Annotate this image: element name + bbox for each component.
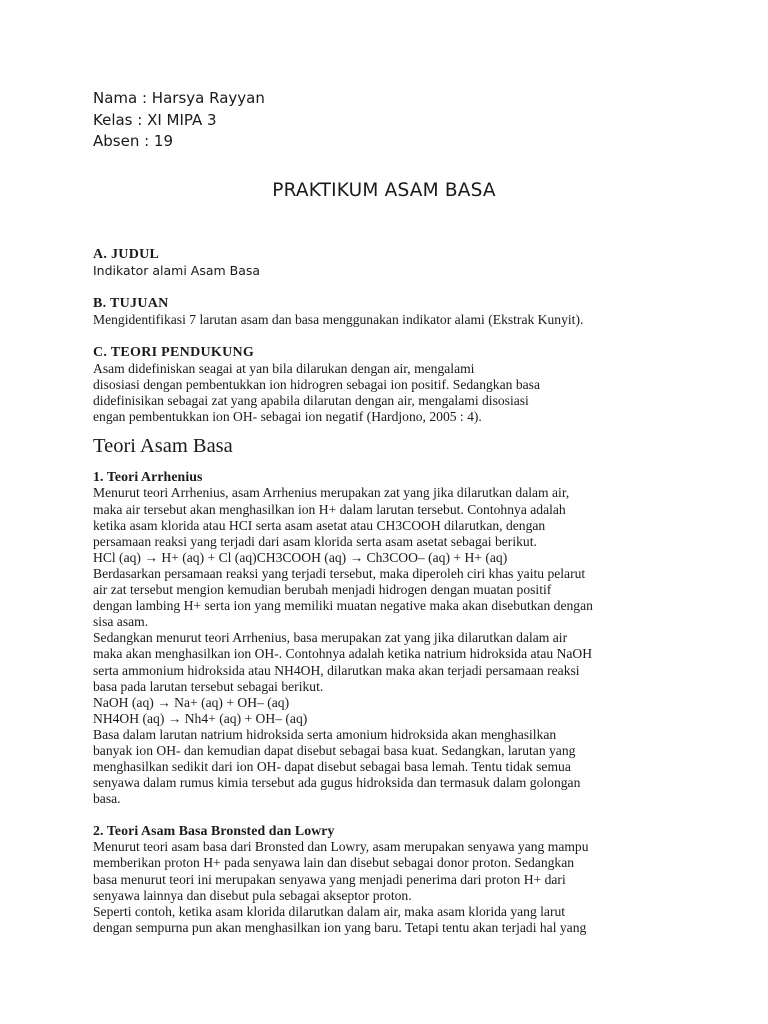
paragraph-line: senyawa dalam rumus kimia tersebut ada gugus hidroksida dan termasuk dalam golongan xyxy=(93,775,581,791)
paragraph-line: Berdasarkan persamaan reaksi yang terjadi tersebut, maka diperoleh ciri khas yaitu pelarut xyxy=(93,565,586,581)
paragraph-line: Sedangkan menurut teori Arrhenius, basa merupakan zat yang jika dilarutkan dalam air xyxy=(93,630,568,646)
paragraph-line: Basa dalam larutan natrium hidroksida serta amonium hidroksida akan menghasilkan xyxy=(93,726,557,742)
paragraph-line: banyak ion OH- dan kemudian dapat disebut sebagai basa kuat. Sedangkan, larutan yang xyxy=(93,742,576,758)
bronsted-heading: 2. Teori Asam Basa Bronsted dan Lowry xyxy=(93,823,335,839)
teori-asam-basa-heading: Teori Asam Basa xyxy=(93,435,233,458)
section-tujuan xyxy=(93,296,633,328)
section-judul-heading: A. JUDUL xyxy=(93,247,160,262)
paragraph-line: air zat tersebut mengion kemudian berubah menjadi hidrogen dengan muatan positif xyxy=(93,582,552,598)
paragraph-line: maka air tersebut akan menghasilkan ion H+ dalam larutan tersebut. Contohnya adalah xyxy=(93,501,566,517)
paragraph-line: Asam didefiniskan seagai at yan bila dilarukan dengan air, mengalami xyxy=(93,361,475,377)
section-judul-text: Indikator alami Asam Basa xyxy=(93,263,261,278)
paragraph-line: menghasilkan sedikit dari ion OH- dapat disebut sebagai basa lemah. Tentu tidak semua xyxy=(93,759,571,775)
paragraph-line: senyawa lainnya dan disebut pula sebagai akseptor proton. xyxy=(93,887,412,903)
student-name: Nama : Harsya Rayyan xyxy=(93,89,265,107)
paragraph-line: maka akan menghasilkan ion OH-. Contohnya adalah ketika natrium hidroksida atau NaOH xyxy=(93,646,593,662)
paragraph-line: disosiasi dengan pembentukkan ion hidrogren sebagai ion positif. Sedangkan basa xyxy=(93,377,540,393)
paragraph-line: ketika asam klorida atau HCI serta asam asetat atau CH3COOH dilarutkan, dengan xyxy=(93,517,546,533)
section-arrhenius xyxy=(93,469,633,807)
section-teori-pendukung xyxy=(93,345,633,425)
section-teori-pendukung-heading: C. TEORI PENDUKUNG xyxy=(93,345,255,361)
section-tujuan-heading: B. TUJUAN xyxy=(93,296,169,311)
student-identity xyxy=(93,88,265,153)
section-bronsted-lowry xyxy=(93,823,633,936)
paragraph-line: Menurut teori Arrhenius, asam Arrhenius merupakan zat yang jika dilarutkan dalam air, xyxy=(93,485,570,501)
document-body xyxy=(93,247,633,936)
paragraph-line: Menurut teori asam basa dari Bronsted dan Lowry, asam merupakan senyawa yang mampu xyxy=(93,839,589,855)
equation-line: NH4OH (aq) → Nh4+ (aq) + OH– (aq) xyxy=(93,710,308,726)
paragraph-line: Seperti contoh, ketika asam klorida dilarutkan dalam air, maka asam klorida yang larut xyxy=(93,903,566,919)
paragraph-line: dengan sempurna pun akan menghasilkan ion yang baru. Tetapi tentu akan terjadi hal yang xyxy=(93,919,587,935)
arrhenius-heading: 1. Teori Arrhenius xyxy=(93,469,203,485)
paragraph-line: basa menurut teori ini merupakan senyawa yang menjadi penerima dari proton H+ dari xyxy=(93,871,566,887)
paragraph-line: engan pembentukkan ion OH- sebagai ion negatif (Hardjono, 2005 : 4). xyxy=(93,409,482,425)
paragraph-line: serta ammonium hidroksida atau NH4OH, dilarutkan maka akan terjadi persamaan reaksi xyxy=(93,662,580,678)
paragraph-line: basa. xyxy=(93,791,121,807)
document-title: PRAKTIKUM ASAM BASA xyxy=(272,180,496,201)
paragraph-line: dengan lambing H+ serta ion yang memiliki muatan negative maka akan disebutkan dengan xyxy=(93,598,593,614)
paragraph-line: memberikan proton H+ pada senyawa lain dan disebut sebagai donor proton. Sedangkan xyxy=(93,855,575,871)
paragraph-line: sisa asam. xyxy=(93,614,149,630)
paragraph-line: didefinisikan sebagai zat yang apabila dilarutan dengan air, mengalami disosiasi xyxy=(93,393,529,409)
section-tujuan-text: Mengidentifikasi 7 larutan asam dan basa menggunakan indikator alami (Ekstrak Kunyit). xyxy=(93,312,584,327)
student-class: Kelas : XI MIPA 3 xyxy=(93,110,217,129)
paragraph-line: persamaan reaksi yang terjadi dari asam klorida serta asam asetat sebagai berikut. xyxy=(93,533,537,549)
equation-line: NaOH (aq) → Na+ (aq) + OH– (aq) xyxy=(93,694,290,710)
paragraph-line: basa pada larutan tersebut sebagai berikut. xyxy=(93,678,324,694)
student-number: Absen : 19 xyxy=(93,132,174,150)
equation-line: HCl (aq) → H+ (aq) + Cl (aq)CH3COOH (aq) → Ch3COO– (aq) + H+ (aq) xyxy=(93,549,508,565)
section-judul xyxy=(93,247,633,279)
